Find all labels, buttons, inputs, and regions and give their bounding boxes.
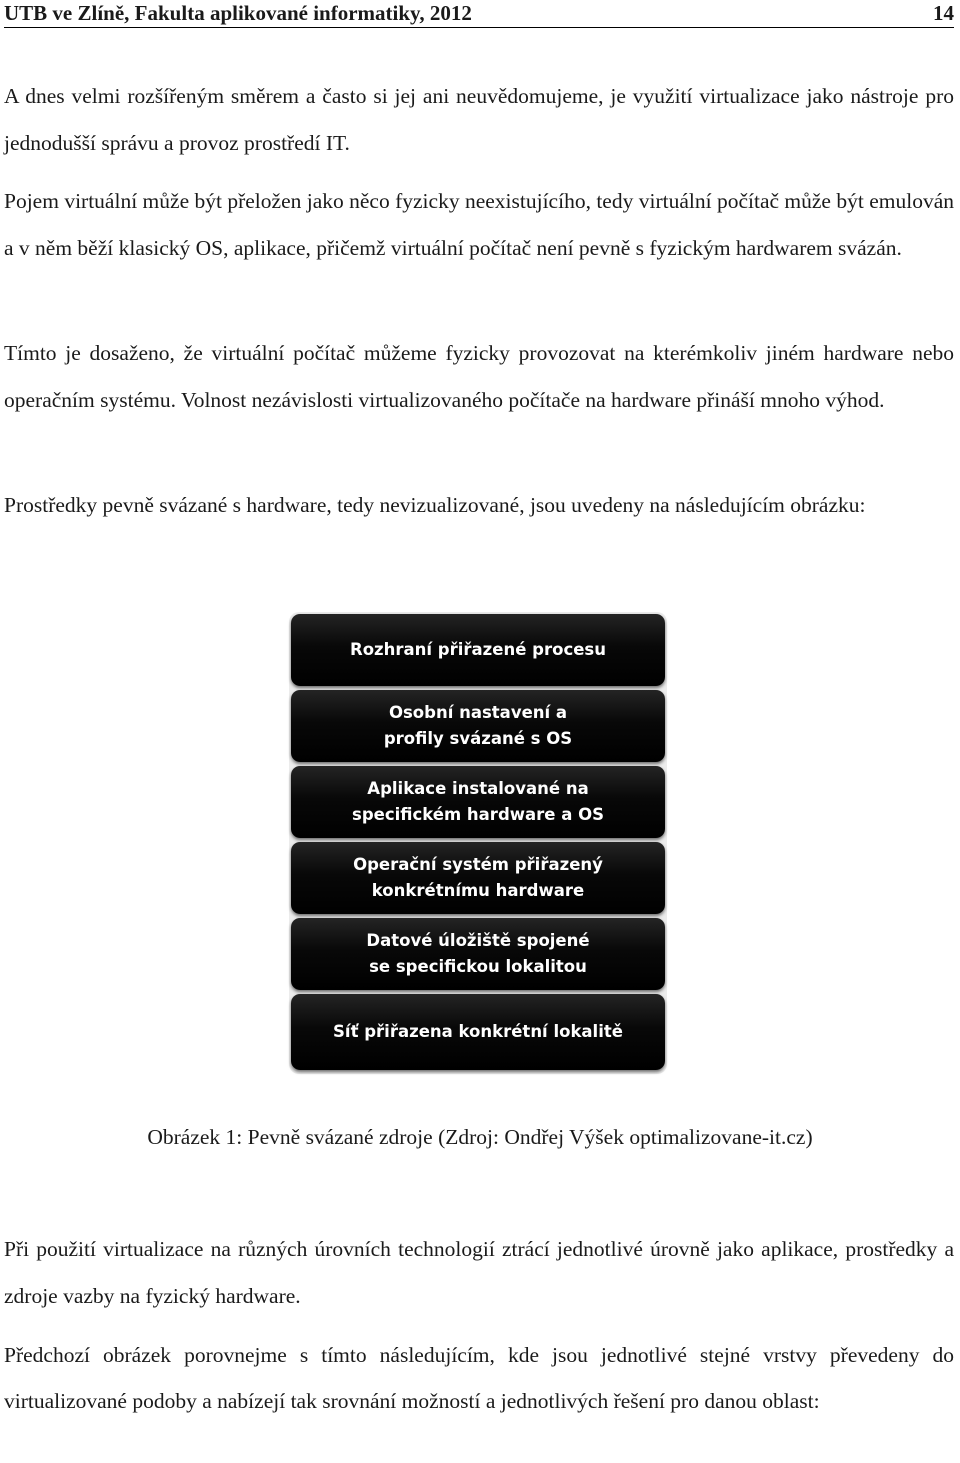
diagram-layer-label: Síť přiřazena konkrétní lokalitě <box>333 1022 623 1041</box>
diagram-layer-process-interface <box>291 614 665 686</box>
paragraph-hardware-independence: Tímto je dosaženo, že virtuální počítač můžeme fyzicky provozovat na kterémkoliv jiném hardware nebo operačním systému. Volnost nezávislosti virtualizovaného počítače na hardware přináší mnoho výhod. <box>4 341 954 412</box>
diagram-layer-applications <box>291 766 665 838</box>
diagram-layer-operating-system <box>291 842 665 914</box>
diagram-layer-data-storage <box>291 918 665 990</box>
diagram-layer-network <box>291 994 665 1070</box>
header-title: UTB ve Zlíně, Fakulta aplikované informatiky, 2012 <box>4 1 472 25</box>
paragraph-virtualization-levels: Při použití virtualizace na různých úrovních technologií ztrácí jednotlivé úrovně jako aplikace, prostředky a zdroje vazby na fyzický hardware. <box>4 1237 954 1308</box>
paragraph-virtual-definition: Pojem virtuální může být přeložen jako něco fyzicky neexistujícího, tedy virtuální počítač může být emulován a v něm běží klasický OS, aplikace, přičemž virtuální počítač není pevně s fyzickým hardwarem svázán. <box>4 189 954 260</box>
paragraph-bound-resources: Prostředky pevně svázané s hardware, tedy nevizualizované, jsou uvedeny na následujícím obrázku: <box>4 493 866 517</box>
diagram-layer-label: Aplikace instalované na specifickém hardware a OS <box>352 779 604 824</box>
page-header <box>4 0 954 28</box>
paragraph-comparison: Předchozí obrázek porovnejme s tímto následujícím, kde jsou jednotlivé stejné vrstvy převedeny do virtualizované podoby a nabízejí tak srovnání možností a jednotlivých řešení pro danou oblast: <box>4 1343 954 1413</box>
diagram-layer-label: Operační systém přiřazený konkrétnímu hardware <box>353 855 603 900</box>
paragraph-intro: A dnes velmi rozšířeným směrem a často si jej ani neuvědomujeme, je využití virtualizace jako nástroje pro jednodušší správu a provoz prostředí IT. <box>4 84 954 155</box>
diagram-layer-label: Datové úložiště spojené se specifickou lokalitou <box>366 931 590 976</box>
figure-caption: Obrázek 1: Pevně svázané zdroje (Zdroj: Ondřej Výšek optimalizovane-it.cz) <box>147 1125 813 1149</box>
page-number: 14 <box>933 1 954 25</box>
bound-resources-diagram <box>289 612 667 1074</box>
diagram-layer-label: Rozhraní přiřazené procesu <box>350 640 606 659</box>
diagram-layer-os-profiles <box>291 690 665 762</box>
diagram-layer-label: Osobní nastavení a profily svázané s OS <box>383 703 573 748</box>
